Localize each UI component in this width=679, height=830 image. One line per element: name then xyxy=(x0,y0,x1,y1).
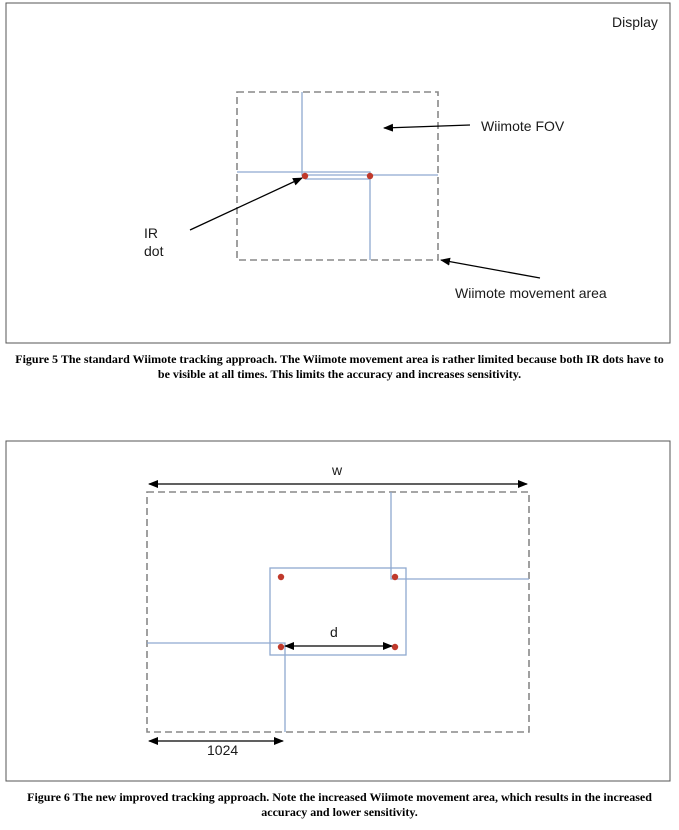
movement-area-arrow xyxy=(441,260,540,278)
d-label: d xyxy=(330,624,338,640)
movement-area-box-2 xyxy=(147,492,529,732)
fov-lines xyxy=(237,92,438,260)
figure-6-diagram xyxy=(0,437,679,782)
width-1024-label: 1024 xyxy=(207,742,239,758)
figure-6-caption: Figure 6 The new improved tracking approach. Note the increased Wiimote movement area, which results in the increased accuracy and lower sensitivity. xyxy=(27,790,652,819)
ir-dot-bottom-right xyxy=(392,644,398,650)
ir-dot-right xyxy=(367,173,373,179)
ir-dot-bottom-left xyxy=(278,644,284,650)
ir-dot-arrow xyxy=(190,178,302,230)
fov-rect-upper-right xyxy=(391,492,529,579)
fov-rect-upper xyxy=(302,92,438,175)
ir-label-line2: dot xyxy=(144,243,164,259)
fov-rect-lower xyxy=(237,172,370,260)
figure-5-caption: Figure 5 The standard Wiimote tracking approach. The Wiimote movement area is rather limited because both IR dots have to be visible at all times. This limits the accuracy and increases sensitivity. xyxy=(15,352,664,381)
ir-dots-box xyxy=(270,568,406,655)
fov-label: Wiimote FOV xyxy=(481,118,565,134)
movement-area-label: Wiimote movement area xyxy=(455,285,607,301)
ir-dot-left xyxy=(302,173,308,179)
display-label: Display xyxy=(612,14,658,30)
ir-label-line1: IR xyxy=(144,225,158,241)
ir-dot-top-right xyxy=(392,574,398,580)
figure-5-diagram xyxy=(0,0,679,350)
fov-arrow xyxy=(384,125,470,128)
w-label: w xyxy=(332,462,343,478)
fov-rect-lower-left xyxy=(147,643,285,732)
fov-lines-2 xyxy=(147,492,529,732)
ir-dot-top-left xyxy=(278,574,284,580)
movement-area-box xyxy=(237,92,438,260)
